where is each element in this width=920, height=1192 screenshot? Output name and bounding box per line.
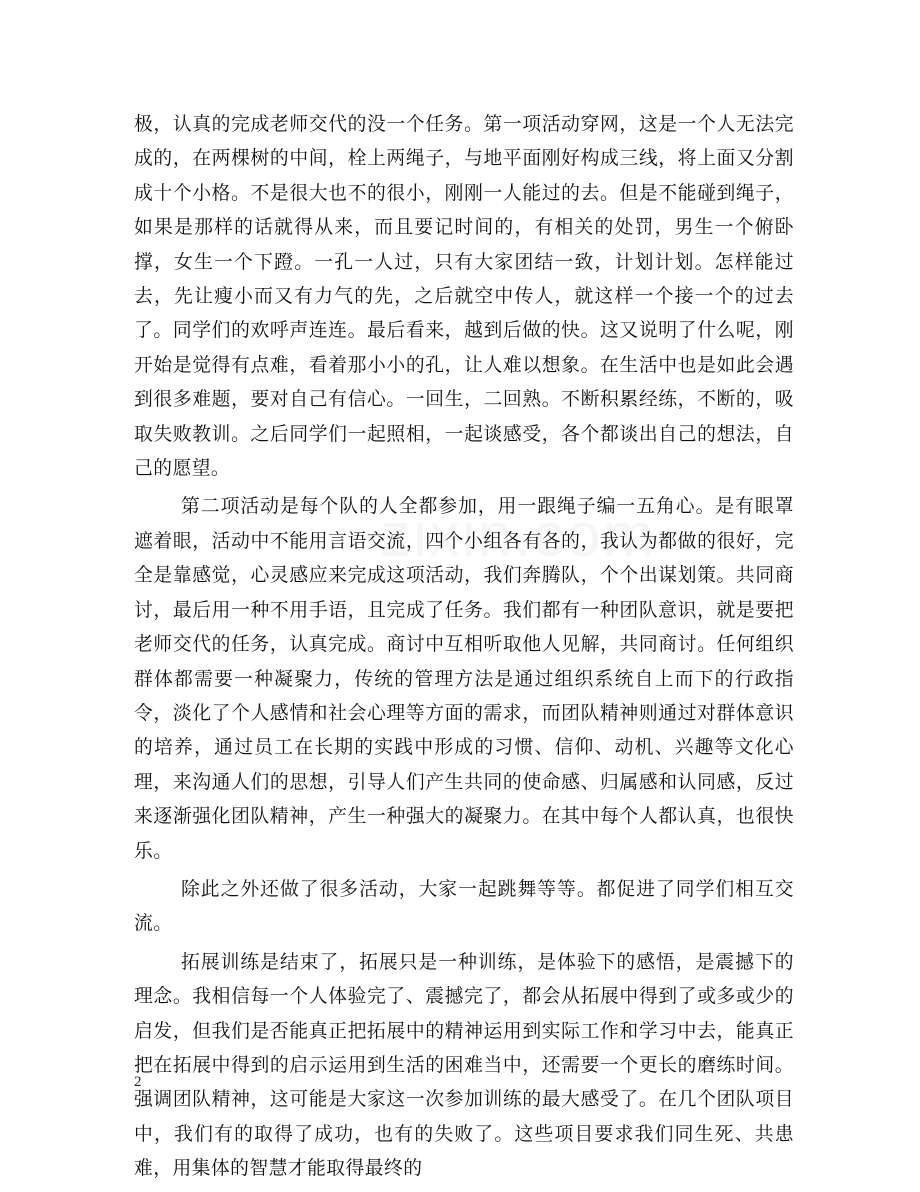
paragraph-1: 极，认真的完成老师交代的没一个任务。第一项活动穿网，这是一个人无法完成的，在两棵树的中间，栓上两绳子，与地平面刚好构成三线，将上面又分割成十个小格。不是很大也不的很小，刚刚一人能过的去。但是不能碰到绳子，如果是那样的话就得从来，而且要记时间的，有相关的处罚，男生一个俯卧撑，女生一个下蹬。一孔一人过，只有大家团结一致，计划计划。怎样能过去，先让瘦小而又有力气的先，之后就空中传人，就这样一个接一个的过去了。同学们的欢呼声连连。最后看来，越到后做的快。这又说明了什么呢，刚开始是觉得有点难，看着那小小的孔，让人难以想象。在生活中也是如此会遇到很多难题，要对自己有信心。一回生，二回熟。不断积累经练，不断的，吸取失败教训。之后同学们一起照相，一起谈感受，各个都谈出自己的想法，自己的愿望。 (134, 114, 794, 480)
page-number: 2 (134, 1074, 142, 1090)
paragraph-3: 除此之外还做了很多活动，大家一起跳舞等等。都促进了同学们相互交流。 (134, 878, 794, 935)
document-body (134, 108, 794, 1191)
paragraph-4: 拓展训练是结束了，拓展只是一种训练，是体验下的感悟，是震撼下的理念。我相信每一个人体验完了、震撼完了，都会从拓展中得到了或多或少的启发，但我们是否能真正把拓展中的精神运用到实际工作和学习中去，能真正把在拓展中得到的启示运用到生活的困难当中，还需要一个更长的磨练时间。强调团队精神，这可能是大家这一次参加训练的最大感受了。在几个团队项目中，我们有的取得了成功，也有的失败了。这些项目要求我们同生死、共患难，用集体的智慧才能取得最终的 (134, 951, 794, 1180)
paragraph-2: 第二项活动是每个队的人全都参加，用一跟绳子编一五角心。是有眼罩遮着眼，活动中不能用言语交流，四个小组各有各的，我认为都做的很好，完全是靠感觉，心灵感应来完成这项活动，我们奔腾队，个个出谋划策。共同商讨，最后用一种不用手语，且完成了任务。我们都有一种团队意识，就是要把老师交代的任务，认真完成。商讨中互相听取他人见解，共同商讨。任何组织群体都需要一种凝聚力，传统的管理方法是通过组织系统自上而下的行政指令，淡化了个人感情和社会心理等方面的需求，而团队精神则通过对群体意识的培养，通过员工在长期的实践中形成的习惯、信仰、动机、兴趣等文化心理，来沟通人们的思想，引导人们产生共同的使命感、归属感和认同感，反过来逐渐强化团队精神，产生一种强大的凝聚力。在其中每个人都认真，也很快乐。 (134, 496, 794, 862)
